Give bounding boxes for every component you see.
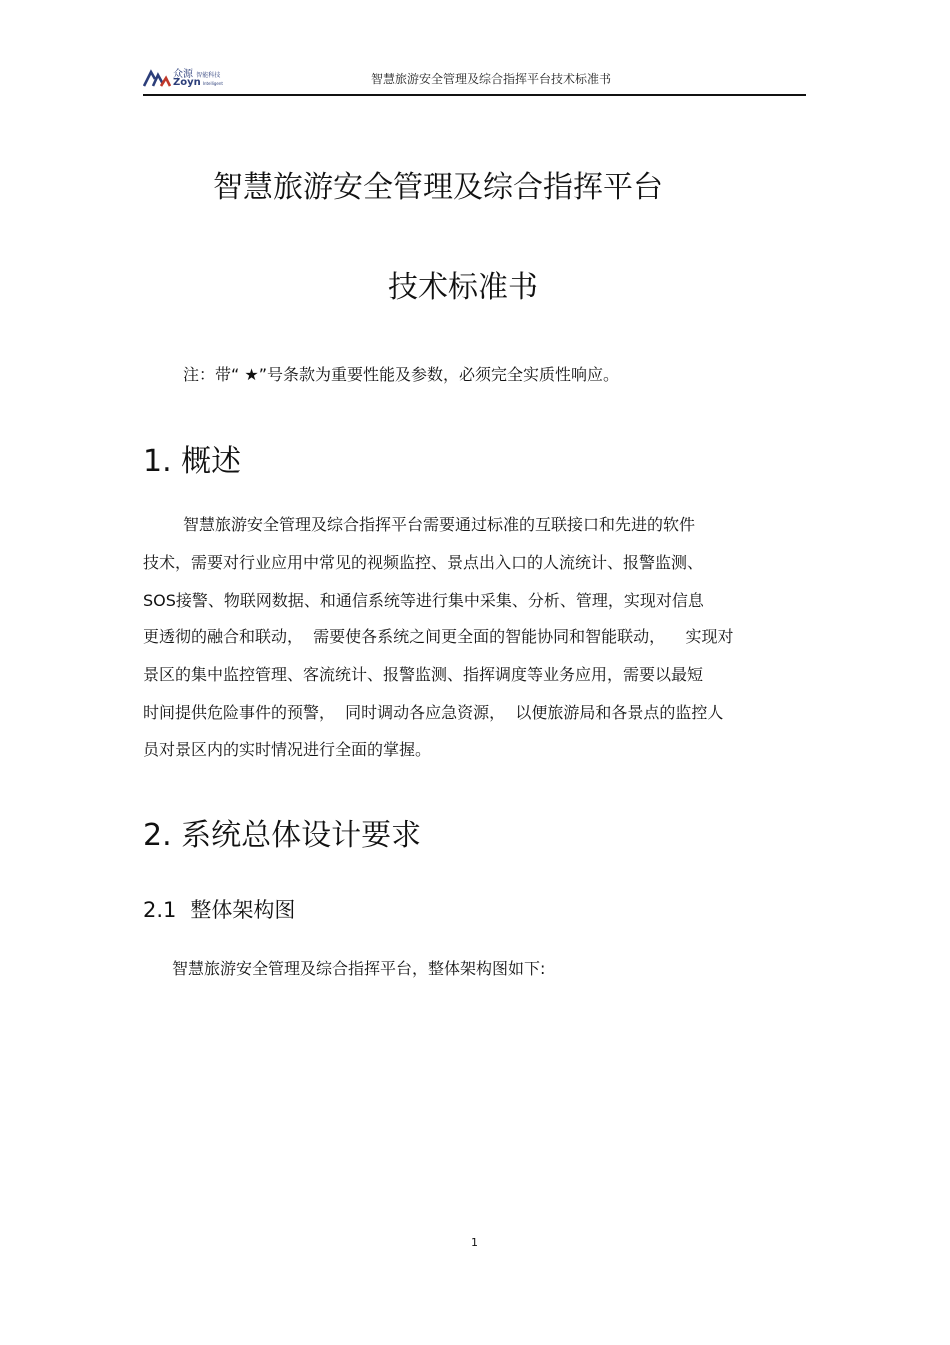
logo-en-text: Zoyn <box>173 77 201 88</box>
page-header <box>143 62 806 96</box>
section1-line: 景区的集中监控管理、客流统计、报警监测、指挥调度等业务应用，需要以最短 <box>143 665 704 684</box>
subsection-2-1-heading <box>143 894 295 924</box>
logo-cn-text: 众源 <box>173 69 193 80</box>
logo-english-name <box>173 77 223 88</box>
subsection-number: 2.1 <box>143 898 177 922</box>
header-title: 智慧旅游安全管理及综合指挥平台技术标准书 <box>371 72 612 86</box>
section1-line: 智慧旅游安全管理及综合指挥平台需要通过标准的互联接口和先进的软件 <box>183 515 696 534</box>
logo-mark-icon <box>143 66 171 88</box>
document-title-line2: 技术标准书 <box>388 270 538 305</box>
section2-heading: 2. 系统总体设计要求 <box>143 818 422 853</box>
section1-heading: 1. 概述 <box>143 444 242 479</box>
section1-line: 更透彻的融合和联动， 需要使各系统之间更全面的智能协同和智能联动， 实现对 <box>143 627 734 646</box>
subsection-title: 整体架构图 <box>190 898 296 922</box>
section1-line: 技术，需要对行业应用中常见的视频监控、景点出入口的人流统计、报警监测、 <box>143 553 704 572</box>
company-logo <box>143 64 233 92</box>
architecture-intro: 智慧旅游安全管理及综合指挥平台，整体架构图如下: <box>172 959 546 978</box>
section1-line: 员对景区内的实时情况进行全面的掌握。 <box>143 740 432 759</box>
logo-cn-sub-text: 智能科技 <box>196 72 221 79</box>
section1-line: SOS接警、物联网数据、和通信系统等进行集中采集、分析、管理，实现对信息 <box>143 591 704 610</box>
document-title-line1: 智慧旅游安全管理及综合指挥平台 <box>213 170 663 205</box>
logo-en-sub-text: Intelligent <box>202 81 223 86</box>
importance-note: 注：带“ ★”号条款为重要性能及参数，必须完全实质性响应。 <box>183 365 620 384</box>
section1-line: 时间提供危险事件的预警， 同时调动各应急资源， 以便旅游局和各景点的监控人 <box>143 703 724 722</box>
page-number: 1 <box>471 1236 478 1249</box>
